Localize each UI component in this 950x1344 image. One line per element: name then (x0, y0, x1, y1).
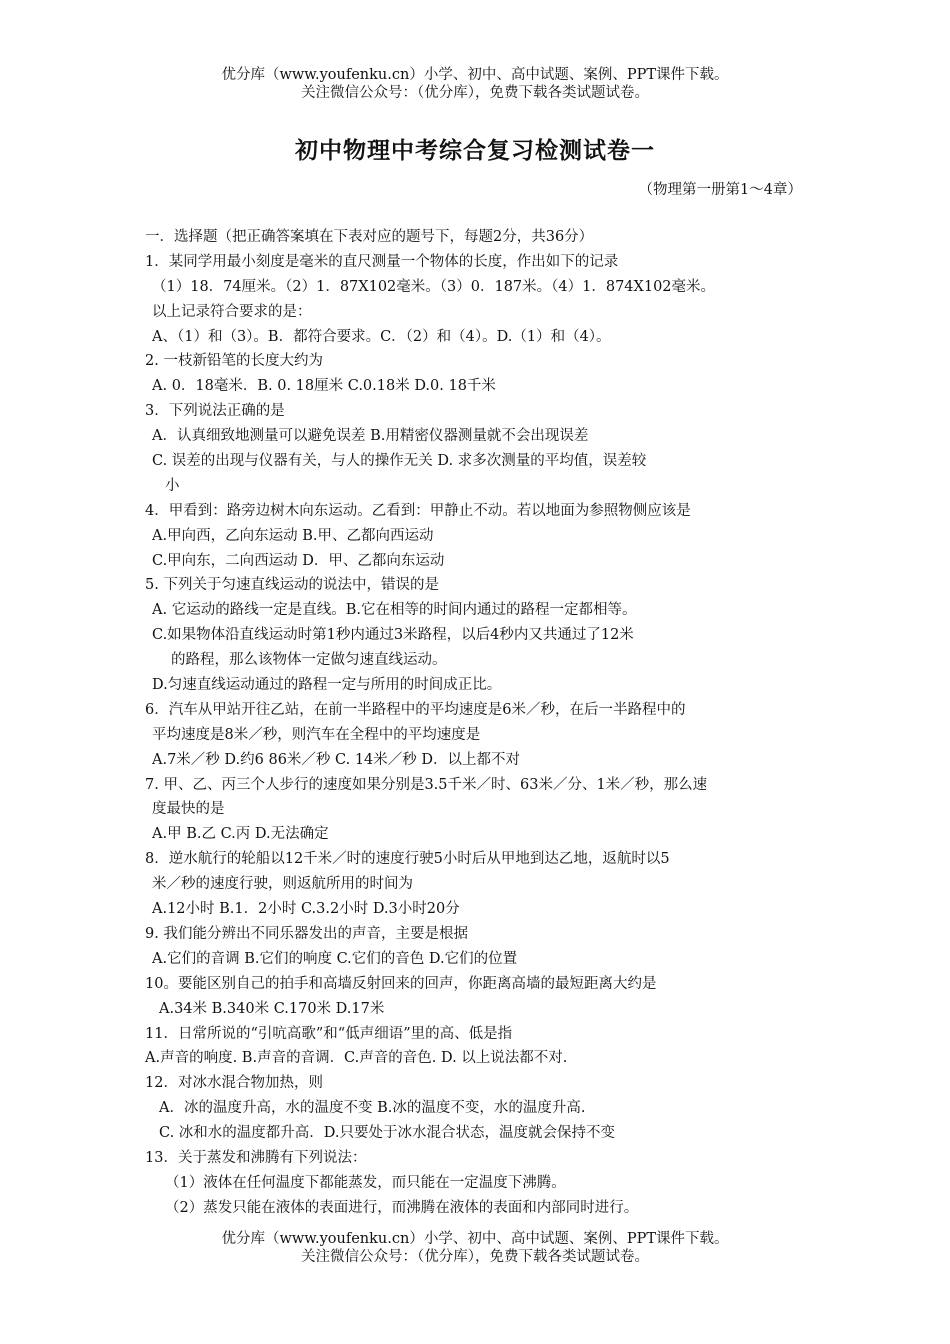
text-line: A. 它运动的路线一定是直线。B.它在相等的时间内通过的路程一定都相等。 (152, 602, 637, 619)
text-line: A.声音的响度. B.声音的音调．C.声音的音色. D. 以上说法都不对. (145, 1050, 568, 1067)
text-line: 2. 一枝新铅笔的长度大约为 (145, 353, 323, 370)
text-line: 12．对冰水混合物加热，则 (145, 1075, 323, 1092)
text-line: A.7米／秒 D.约6 86米／秒 C. 14米／秒 D．以上都不对 (152, 751, 521, 768)
text-line: 1．某同学用最小刻度是毫米的直尺测量一个物体的长度，作出如下的记录 (145, 253, 619, 270)
text-line: D.匀速直线运动通过的路程一定与所用的时间成正比。 (152, 677, 502, 694)
text-line: A、（1）和（3）。B．都符合要求。C．（2）和（4）。D.（1）和（4）。 (152, 328, 611, 345)
text-line: 11．日常所说的“引吭高歌”和“低声细语”里的高、低是指 (145, 1025, 513, 1042)
text-line: A.它们的音调 B.它们的响度 C.它们的音色 D.它们的位置 (152, 950, 518, 967)
text-line: A．冰的温度升高，水的温度不变 B.冰的温度不变，水的温度升高. (159, 1100, 586, 1117)
text-line: 8．逆水航行的轮船以12千米／时的速度行驶5小时后从甲地到达乙地，返航时以5 (145, 851, 670, 868)
text-line: A.甲 B.乙 C.丙 D.无法确定 (152, 826, 329, 843)
text-line: 4．甲看到：路旁边树木向东运动。乙看到：甲静止不动。若以地面为参照物侧应该是 (145, 502, 691, 519)
text-line: C.如果物体沿直线运动时第1秒内通过3米路程，以后4秒内又共通过了12米 (152, 627, 634, 644)
text-line: 一．选择题（把正确答案填在下表对应的题号下，每题2分，共36分） (145, 229, 594, 245)
text-line: 9. 我们能分辨出不同乐器发出的声音，主要是根据 (145, 925, 468, 942)
footer-line-2: 关注微信公众号：（优分库），免费下载各类试题试卷。 (301, 1249, 649, 1265)
page-header (0, 66, 950, 102)
text-line: A.12小时 B.1．2小时 C.3.2小时 D.3小时20分 (152, 901, 460, 918)
text-line: 3．下列说法正确的是 (145, 403, 285, 420)
text-line: 度最快的是 (152, 801, 225, 818)
text-line: A.34米 B.340米 C.170米 D.17米 (159, 1000, 385, 1017)
text-line: C.甲向东，二向西运动 D．甲、乙都向东运动 (152, 552, 445, 569)
header-line-1: 优分库（www.youfenku.cn）小学、初中、高中试题、案例、PPT课件下载。 (221, 67, 729, 83)
text-line: A．认真细致地测量可以避免误差 B.用精密仪器测量就不会出现误差 (152, 428, 589, 445)
text-line: （1）液体在任何温度下都能蒸发，而只能在一定温度下沸腾。 (165, 1174, 566, 1191)
exam-body (145, 225, 825, 1221)
footer-line-1: 优分库（www.youfenku.cn）小学、初中、高中试题、案例、PPT课件下载。 (221, 1231, 729, 1247)
text-line: A.甲向西，乙向东运动 B.甲、乙都向西运动 (152, 527, 434, 544)
document-subtitle: （物理第一册第1～4章） (638, 182, 802, 198)
text-line: 5. 下列关于匀速直线运动的说法中，错误的是 (145, 577, 439, 594)
text-line: 小 (165, 477, 180, 494)
text-line: 6．汽车从甲站开往乙站，在前一半路程中的平均速度是6米／秒，在后一半路程中的 (145, 701, 686, 718)
text-line: A. 0．18毫米．B. 0. 18厘米 C.0.18米 D.0. 18千米 (152, 378, 496, 395)
page-footer (0, 1230, 950, 1266)
text-line: 13．关于蒸发和沸腾有下列说法： (145, 1149, 367, 1166)
text-line: 米／秒的速度行驶，则返航所用的时间为 (152, 876, 413, 893)
text-line: 以上记录符合要求的是： (152, 303, 312, 320)
document-title: 初中物理中考综合复习检测试卷一 (295, 137, 655, 164)
text-line: 的路程，那么该物体一定做匀速直线运动。 (171, 652, 447, 669)
text-line: 7. 甲、乙、丙三个人步行的速度如果分别是3.5千米／时、63米／分、1米／秒，那么速 (145, 776, 708, 793)
text-line: C. 冰和水的温度都升高．D.只要处于冰水混合状态，温度就会保持不变 (159, 1125, 616, 1142)
text-line: 平均速度是8米／秒，则汽车在全程中的平均速度是 (152, 726, 481, 743)
header-line-2: 关注微信公众号：（优分库），免费下载各类试题试卷。 (301, 85, 649, 101)
text-line: 10。要能区别自己的拍手和高墙反射回来的回声，你距离高墙的最短距离大约是 (145, 975, 657, 992)
text-line: C. 误差的出现与仪器有关，与人的操作无关 D. 求多次测量的平均值，误差较 (152, 453, 647, 470)
text-line: （2）蒸发只能在液体的表面进行，而沸腾在液体的表面和内部同时进行。 (165, 1199, 639, 1216)
text-line: （1）18．74厘米。（2）1．87X102毫米。（3）0．187米。（4）1．874X102毫米。 (152, 278, 716, 295)
